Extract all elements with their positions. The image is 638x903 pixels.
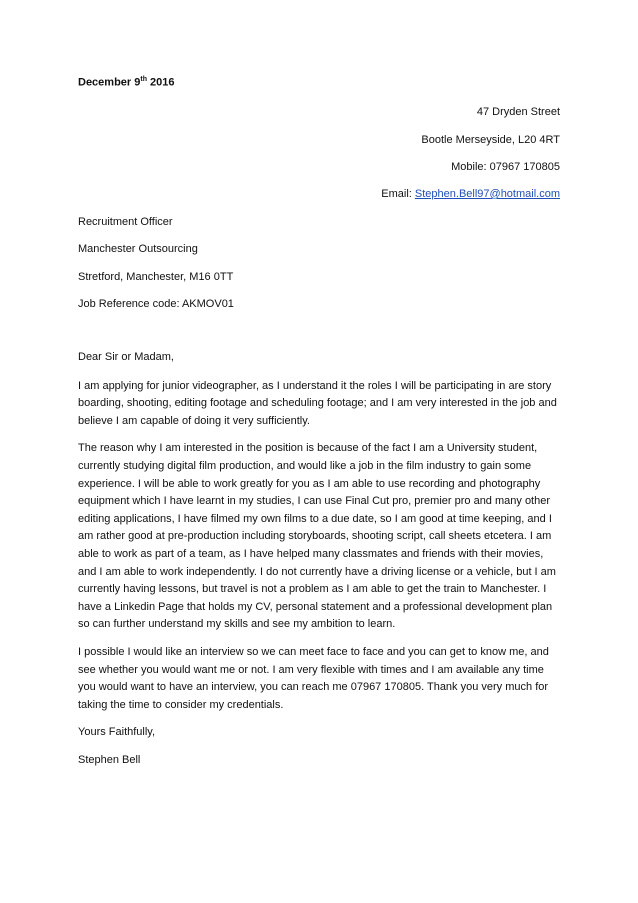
sender-mobile: Mobile: 07967 170805 (451, 161, 560, 173)
paragraph-2: The reason why I am interested in the position is because of the fact I am a University student, currently studying digital film production, and would like a job in the film industry to gain some experience. I will be able to work greatly for you as I am able to use recording and photography equipment which I have learnt in my studies, I can use Final Cut pro, premier pro and many other editing applications, I have filmed my own films to a due date, so I am good at time keeping, and I am rather good at pre-production including storyboards, shooting script, call sheets etcetera. I am able to work as part of a team, as I have helped many classmates and friends with their movies, and I am able to work independently. I do not currently have a driving license or a vehicle, but I am currently having lessons, but travel is not a problem as I am able to get the train to Manchester. I have a Linkedin Page that holds my CV, personal statement and a professional development plan so can further understand my skills and see my ambition to learn. (78, 442, 556, 631)
sender-email-link[interactable]: Stephen.Bell97@hotmail.com (414, 188, 560, 200)
sender-email-label: Email: (381, 188, 415, 200)
sender-city: Bootle Merseyside, L20 4RT (421, 134, 560, 146)
job-reference: Job Reference code: AKMOV01 (78, 298, 234, 310)
date-suffix: th (140, 76, 147, 83)
paragraph-1: I am applying for junior videographer, as I understand it the roles I will be participating in are story boarding, shooting, editing footage and scheduling footage; and I am very interested in the job and believe I am capable of doing it very sufficiently. (78, 379, 557, 427)
date-day-month: December 9 (78, 76, 141, 89)
paragraph-3: I possible I would like an interview so we can meet face to face and you can get to know me, and see whether you would want me or not. I am very flexible with times and I am available any time you would want to have an interview, you can reach me 07967 170805. Thank you very much for taking the time to consider my credentials. (78, 645, 549, 711)
recipient-address: Stretford, Manchester, M16 0TT (78, 271, 234, 283)
sender-email-line (381, 188, 560, 200)
date-year: 2016 (150, 76, 175, 89)
recipient-title: Recruitment Officer (78, 216, 173, 228)
signature: Stephen Bell (78, 753, 141, 766)
recipient-company: Manchester Outsourcing (78, 243, 198, 255)
sender-street: 47 Dryden Street (476, 106, 560, 118)
greeting: Dear Sir or Madam, (78, 351, 174, 363)
closing: Yours Faithfully, (78, 726, 156, 739)
letter-date (78, 76, 175, 89)
letter-body (78, 349, 564, 779)
